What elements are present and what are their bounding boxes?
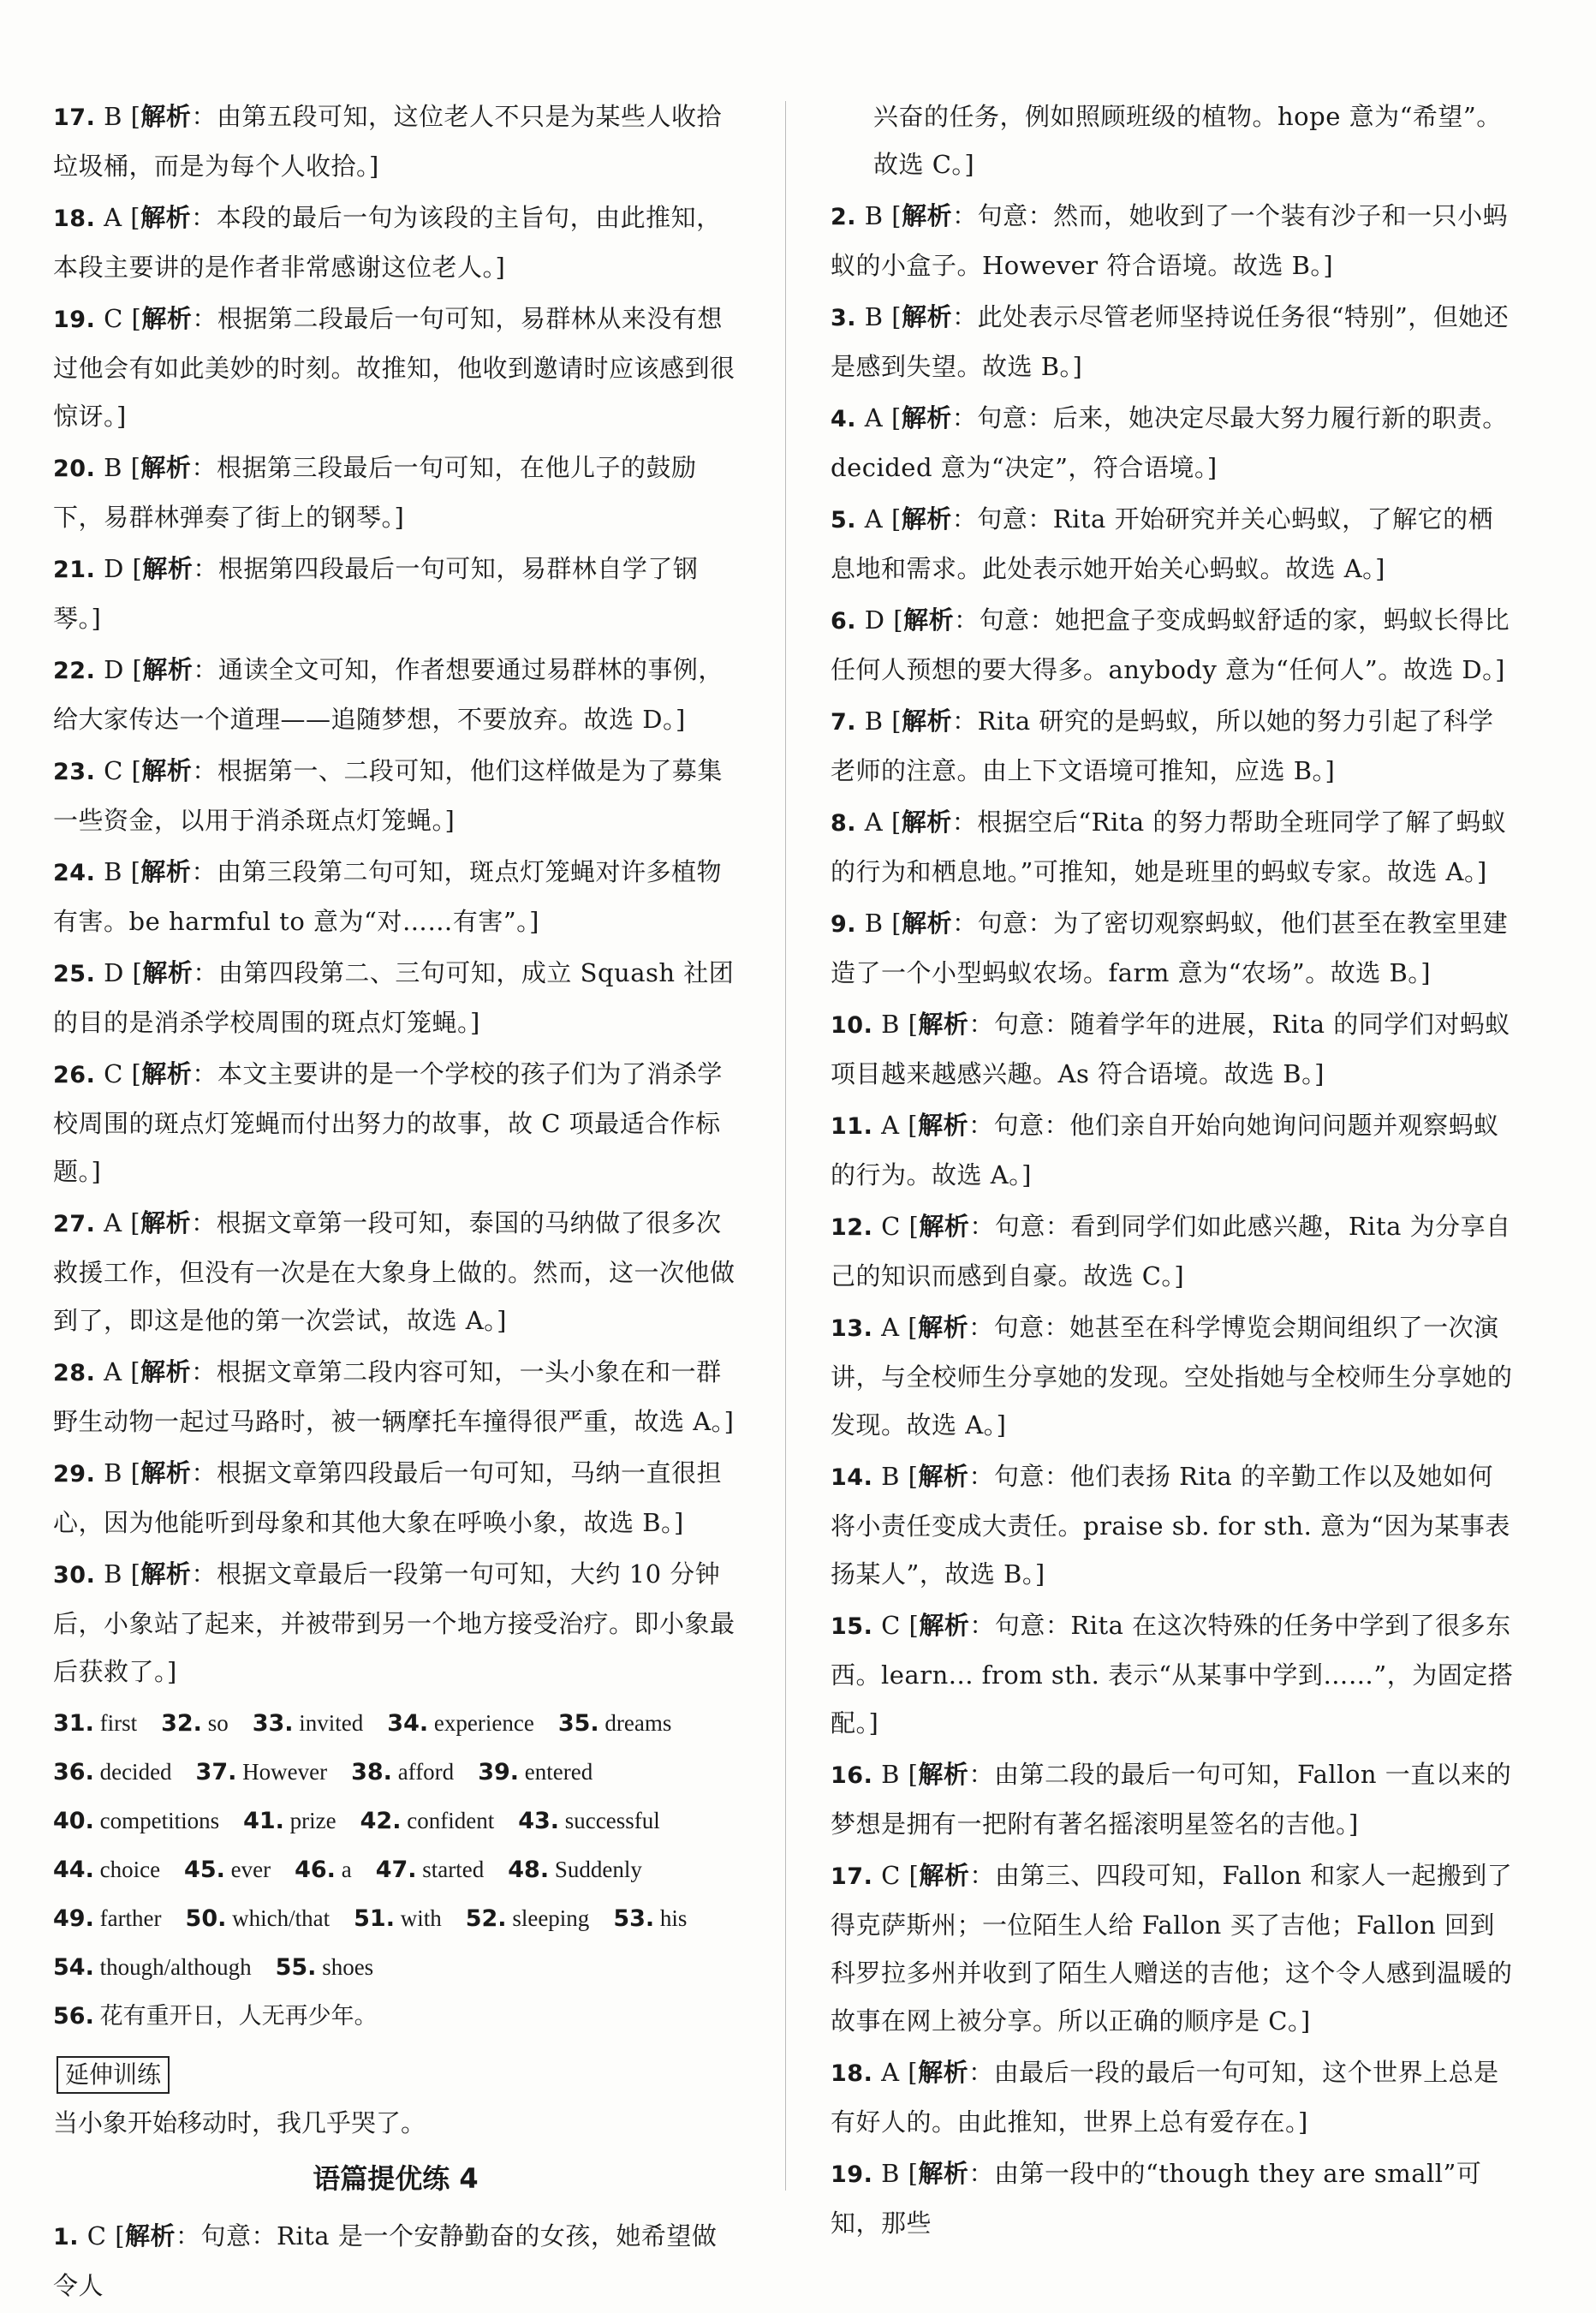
item-answer: C xyxy=(104,756,123,785)
fill-entry xyxy=(53,1943,252,1992)
fill-entry xyxy=(295,1845,352,1894)
item-answer: B xyxy=(104,102,122,131)
fill-entry xyxy=(478,1748,593,1797)
section-title: 语篇提优练 4 xyxy=(313,2162,479,2195)
item-number: 15. xyxy=(831,1613,873,1640)
answer-item: 2. B [解析：句意：然而，她收到了一个装有沙子和一只小蚂蚁的小盒子。However 符合语境。故选 B。] xyxy=(831,201,1509,280)
item-number: 17. xyxy=(831,1863,873,1890)
fill-number: 56. xyxy=(53,2003,94,2030)
fill-word: experience xyxy=(433,1710,534,1736)
fill-number: 38. xyxy=(351,1759,392,1785)
fill-row xyxy=(53,1845,738,1894)
item-number: 19. xyxy=(53,307,96,333)
item-explanation: 根据文章第二段内容可知，一头小象在和一群野生动物一起过马路时，被一辆摩托车撞得很严重，故选 A。] xyxy=(53,1357,735,1436)
item-explanation: 由第四段第二、三句可知，成立 Squash 社团的目的是消杀学校周围的斑点灯笼蝇。] xyxy=(53,958,735,1037)
answer-item: 21. D [解析：根据第四段最后一句可知，易群林自学了钢琴。] xyxy=(53,554,699,633)
answer-item: 18. A [解析：本段的最后一句为该段的主旨句，由此推知，本段主要讲的是作者非常感谢这位老人。] xyxy=(53,203,722,282)
analysis-label: 解析 xyxy=(919,1212,970,1241)
item-explanation: 句意：他们表扬 Rita 的辛勤工作以及她如何将小责任变成大责任。praise sb. for sth. 意为“因为某事表扬某人”，故选 B。] xyxy=(831,1462,1510,1589)
analysis-bracket: [ xyxy=(130,102,141,131)
item-explanation: 句意：Rita 在这次特殊的任务中学到了很多东西。learn... from sth. 表示“从某事中学到……”，为固定搭配。] xyxy=(831,1611,1514,1738)
analysis-label: 解析 xyxy=(140,453,192,482)
fill-word: which/that xyxy=(232,1905,331,1931)
analysis-label: 解析 xyxy=(142,655,194,684)
fill-entry xyxy=(387,1699,534,1748)
item-answer: D xyxy=(104,554,124,583)
item-number: 19. xyxy=(831,2161,873,2188)
item-number: 1. xyxy=(53,2224,80,2250)
item-number: 7. xyxy=(831,709,857,736)
item-answer: B xyxy=(104,1458,122,1487)
item-number: 3. xyxy=(831,305,857,331)
item-answer: B xyxy=(104,453,122,482)
extension-text: 当小象开始移动时，我几乎哭了。 xyxy=(53,2108,426,2137)
item-explanation: 通读全文可知，作者想要通过易群林的事例，给大家传达一个道理——追随梦想，不要放弃。故选 D。] xyxy=(53,655,724,734)
answer-item: 22. D [解析：通读全文可知，作者想要通过易群林的事例，给大家传达一个道理——追随梦想，不要放弃。故选 D。] xyxy=(53,655,724,734)
fill-word: farther xyxy=(99,1905,162,1931)
item-answer: B xyxy=(104,1559,122,1589)
item-answer: B xyxy=(864,302,884,331)
item-explanation: 句意：他们亲自开始向她询问问题并观察蚂蚁的行为。故选 A。] xyxy=(831,1111,1499,1189)
item-answer: A xyxy=(881,2058,900,2087)
fill-word: ever xyxy=(230,1857,271,1882)
item-number: 12. xyxy=(831,1214,873,1241)
item-explanation: 由第一段中的“though they are small”可知，那些 xyxy=(831,2159,1482,2238)
item-explanation: 此处表示尽管老师坚持说任务很“特别”，但她还是感到失望。故选 B。] xyxy=(831,302,1510,381)
answer-item: 23. C [解析：根据第一、二段可知，他们这样做是为了募集一些资金，以用于消杀斑点灯笼蝇。] xyxy=(53,756,723,835)
analysis-label: 解析 xyxy=(902,909,953,938)
fill-row xyxy=(53,1992,738,2041)
item-number: 5. xyxy=(831,507,857,534)
analysis-label: 解析 xyxy=(142,554,194,583)
fill-word: competitions xyxy=(99,1808,220,1833)
fill-number: 45. xyxy=(184,1857,225,1883)
item-explanation: 本文主要讲的是一个学校的孩子们为了消杀学校周围的斑点灯笼蝇而付出努力的故事，故 C 项最适合作标题。] xyxy=(53,1059,723,1186)
analysis-label: 解析 xyxy=(918,2058,969,2087)
item-explanation: 句意：后来，她决定尽最大努力履行新的职责。decided 意为“决定”，符合语境。] xyxy=(831,403,1508,482)
item-answer: A xyxy=(864,808,884,837)
item-explanation: 由第三段第二句可知，斑点灯笼蝇对许多植物有害。be harmful to 意为“对……有害”。] xyxy=(53,857,722,936)
item-number: 4. xyxy=(831,406,857,432)
item-answer: D xyxy=(104,655,124,684)
item-number: 23. xyxy=(53,759,96,785)
answer-item: 25. D [解析：由第四段第二、三句可知，成立 Squash 社团的目的是消杀学校周围的斑点灯笼蝇。] xyxy=(53,958,735,1037)
analysis-bracket: [ xyxy=(893,605,904,635)
item-explanation: Rita 研究的是蚂蚁，所以她的努力引起了科学老师的注意。由上下文语境可推知，应选 B。] xyxy=(831,706,1494,785)
analysis-bracket: [ xyxy=(908,2058,919,2087)
answer-item: 10. B [解析：句意：随着学年的进展，Rita 的同学们对蚂蚁项目越来越感兴趣。As 符合语境。故选 B。] xyxy=(831,1010,1510,1088)
analysis-bracket: [ xyxy=(908,1010,919,1039)
analysis-label: 解析 xyxy=(142,958,194,987)
fill-number: 50. xyxy=(185,1905,227,1932)
fill-word: though/although xyxy=(99,1954,252,1980)
answer-item: 17. C [解析：由第三、四段可知，Fallon 和家人一起搬到了得克萨斯州；一位陌生人给 Fallon 买了吉他；Fallon 回到科罗拉多州并收到了陌生人赠送的吉他；这个令人感到温暖的故事在网上被分享。所以正确的顺序是 C。] xyxy=(831,1861,1513,2036)
fill-number: 41. xyxy=(243,1808,284,1834)
fill-entry xyxy=(196,1748,328,1797)
fill-entry xyxy=(613,1894,687,1943)
fill-entry xyxy=(276,1943,374,1992)
analysis-bracket: [ xyxy=(891,706,902,736)
analysis-label: 解析 xyxy=(901,403,952,432)
fill-number: 34. xyxy=(387,1710,429,1737)
analysis-label: 解析 xyxy=(140,857,192,886)
answer-item: 29. B [解析：根据文章第四段最后一句可知，马纳一直很担心，因为他能听到母象和其他大象在呼唤小象，故选 B。] xyxy=(53,1458,722,1537)
fill-entry xyxy=(351,1748,454,1797)
analysis-bracket: [ xyxy=(891,909,902,938)
analysis-label: 解析 xyxy=(902,302,953,331)
item-explanation: 根据第二段最后一句可知，易群林从来没有想过他会有如此美妙的时刻。故推知，他收到邀请时应该感到很惊讶。] xyxy=(53,304,735,431)
analysis-label: 解析 xyxy=(140,1559,192,1589)
analysis-label: 解析 xyxy=(140,102,192,131)
fill-number: 43. xyxy=(518,1808,560,1834)
analysis-bracket: [ xyxy=(130,1208,141,1237)
item-answer: C xyxy=(881,1861,901,1890)
analysis-bracket: [ xyxy=(131,1059,142,1088)
item-number: 8. xyxy=(831,810,857,837)
fill-number: 42. xyxy=(360,1808,402,1834)
answer-item: 15. C [解析：句意：Rita 在这次特殊的任务中学到了很多东西。learn... from sth. 表示“从某事中学到……”，为固定搭配。] xyxy=(831,1611,1514,1738)
right-column xyxy=(831,92,1516,2250)
fill-entry xyxy=(376,1845,485,1894)
fill-word: invited xyxy=(299,1710,364,1736)
analysis-label: 解析 xyxy=(918,1462,969,1491)
fill-entry xyxy=(253,1699,364,1748)
fill-word: sleeping xyxy=(512,1905,590,1931)
fill-number: 48. xyxy=(508,1857,550,1883)
fill-entry xyxy=(53,1748,172,1797)
item-answer: C xyxy=(104,304,123,333)
fill-word: first xyxy=(99,1710,138,1736)
analysis-label: 解析 xyxy=(902,201,953,230)
fill-number: 53. xyxy=(613,1905,655,1932)
item-explanation: 根据第一、二段可知，他们这样做是为了募集一些资金，以用于消杀斑点灯笼蝇。] xyxy=(53,756,723,835)
item-explanation: 句意：看到同学们如此感兴趣，Rita 为分享自己的知识而感到自豪。故选 C。] xyxy=(831,1212,1511,1291)
analysis-label: 解析 xyxy=(918,1111,969,1140)
item-answer: B xyxy=(881,1760,900,1789)
fill-word: started xyxy=(422,1857,485,1882)
analysis-bracket: [ xyxy=(890,808,902,837)
answer-item: 12. C [解析：句意：看到同学们如此感兴趣，Rita 为分享自己的知识而感到自豪。故选 C。] xyxy=(831,1212,1511,1291)
fill-entry xyxy=(186,1894,331,1943)
item-explanation: 本段的最后一句为该段的主旨句，由此推知，本段主要讲的是作者非常感谢这位老人。] xyxy=(53,203,722,282)
analysis-bracket: [ xyxy=(131,756,142,785)
item-explanation: 句意：Rita 开始研究并关心蚂蚁，了解它的栖息地和需求。此处表示她开始关心蚂蚁。故选 A。] xyxy=(831,504,1494,583)
answer-item: 5. A [解析：句意：Rita 开始研究并关心蚂蚁，了解它的栖息地和需求。此处表示她开始关心蚂蚁。故选 A。] xyxy=(831,504,1494,583)
item-answer: B xyxy=(104,857,122,886)
answer-item: 19. C [解析：根据第二段最后一句可知，易群林从来没有想过他会有如此美妙的时刻。故推知，他收到邀请时应该感到很惊讶。] xyxy=(53,304,735,431)
analysis-bracket: [ xyxy=(130,453,141,482)
fill-word: decided xyxy=(99,1759,172,1785)
analysis-bracket: [ xyxy=(890,403,902,432)
analysis-bracket: [ xyxy=(132,655,143,684)
item-number: 11. xyxy=(831,1113,873,1140)
analysis-bracket: [ xyxy=(908,2159,919,2188)
analysis-bracket: [ xyxy=(908,1861,920,1890)
item-answer: A xyxy=(864,403,884,432)
item-explanation: 句意：为了密切观察蚂蚁，他们甚至在教室里建造了一个小型蚂蚁农场。farm 意为“农场”。故选 B。] xyxy=(831,909,1509,987)
item-number: 17. xyxy=(53,104,96,131)
analysis-bracket: [ xyxy=(130,1559,141,1589)
fill-word: his xyxy=(659,1905,688,1931)
analysis-label: 解析 xyxy=(140,1208,192,1237)
item-explanation: 由第五段可知，这位老人不只是为某些人收拾垃圾桶，而是为每个人收拾。] xyxy=(53,102,722,181)
item-explanation: 句意：Rita 是一个安静勤奋的女孩，她希望做令人 xyxy=(53,2221,718,2300)
item-answer: B xyxy=(864,201,884,230)
item-explanation: 由第二段的最后一句可知，Fallon 一直以来的梦想是拥有一把附有著名摇滚明星签名的吉他。] xyxy=(831,1760,1512,1839)
answer-item: 16. B [解析：由第二段的最后一句可知，Fallon 一直以来的梦想是拥有一把附有著名摇滚明星签名的吉他。] xyxy=(831,1760,1512,1839)
fill-entry xyxy=(53,1845,160,1894)
item-number: 9. xyxy=(831,911,857,938)
analysis-label: 解析 xyxy=(918,1313,969,1342)
item-answer: B xyxy=(881,2159,900,2188)
analysis-bracket: [ xyxy=(130,203,141,232)
item-answer: D xyxy=(104,958,124,987)
item-answer: C xyxy=(881,1611,901,1640)
fill-entry xyxy=(161,1699,229,1748)
answer-item: 19. B [解析：由第一段中的“though they are small”可知，那些 xyxy=(831,2159,1482,2238)
fill-entry xyxy=(53,1894,162,1943)
analysis-bracket: [ xyxy=(908,1212,920,1241)
fill-word: a xyxy=(341,1857,352,1882)
item-number: 18. xyxy=(53,206,96,232)
analysis-label: 解析 xyxy=(901,504,952,534)
analysis-bracket: [ xyxy=(115,2221,126,2250)
extension-label: 延伸训练 xyxy=(57,2056,170,2094)
fill-word: shoes xyxy=(322,1954,374,1980)
item-answer: B xyxy=(864,909,884,938)
analysis-bracket: [ xyxy=(891,302,902,331)
item-answer: A xyxy=(864,504,884,534)
fill-word: so xyxy=(207,1710,229,1736)
item-explanation: 根据第四段最后一句可知，易群林自学了钢琴。] xyxy=(53,554,699,633)
analysis-label: 解析 xyxy=(901,808,952,837)
analysis-bracket: [ xyxy=(132,958,143,987)
analysis-label: 解析 xyxy=(141,304,193,333)
analysis-bracket: [ xyxy=(908,1611,920,1640)
item-explanation: 由第三、四段可知，Fallon 和家人一起搬到了得克萨斯州；一位陌生人给 Fallon 买了吉他；Fallon 回到科罗拉多州并收到了陌生人赠送的吉他；这个令人感到温暖的故事在网上被分享。所以正确的顺序是 C。] xyxy=(831,1861,1513,2036)
fill-number: 32. xyxy=(161,1710,202,1737)
item-answer: A xyxy=(104,1357,122,1386)
fill-entry xyxy=(354,1894,442,1943)
item-explanation: 根据文章最后一段第一句可知，大约 10 分钟后，小象站了起来，并被带到另一个地方接受治疗。即小象最后获救了。] xyxy=(53,1559,735,1686)
analysis-label: 解析 xyxy=(919,1861,970,1890)
answer-item: 14. B [解析：句意：他们表扬 Rita 的辛勤工作以及她如何将小责任变成大责任。praise sb. for sth. 意为“因为某事表扬某人”，故选 B。] xyxy=(831,1462,1510,1589)
analysis-bracket: [ xyxy=(130,1458,141,1487)
analysis-label: 解析 xyxy=(140,1458,192,1487)
item-number: 6. xyxy=(831,608,857,635)
answer-item: 30. B [解析：根据文章最后一段第一句可知，大约 10 分钟后，小象站了起来，并被带到另一个地方接受治疗。即小象最后获救了。] xyxy=(53,1559,735,1686)
fill-row xyxy=(53,1797,738,1845)
item-answer: A xyxy=(881,1313,900,1342)
analysis-bracket: [ xyxy=(891,201,902,230)
item-number: 21. xyxy=(53,557,96,583)
fill-word: However xyxy=(242,1759,328,1785)
answer-item: 8. A [解析：根据空后“Rita 的努力帮助全班同学了解了蚂蚁的行为和栖息地。”可推知，她是班里的蚂蚁专家。故选 A。] xyxy=(831,808,1507,886)
item-number: 22. xyxy=(53,658,96,684)
fill-number: 52. xyxy=(465,1905,507,1932)
analysis-bracket: [ xyxy=(132,554,143,583)
fill-entry xyxy=(466,1894,590,1943)
fill-word: successful xyxy=(564,1808,660,1833)
fill-word: dreams xyxy=(604,1710,672,1736)
fill-entry xyxy=(508,1845,642,1894)
item-explanation: 根据文章第一段可知，泰国的马纳做了很多次救援工作，但没有一次是在大象身上做的。然而，这一次他做到了，即这是他的第一次尝试，故选 A。] xyxy=(53,1208,735,1335)
analysis-bracket: [ xyxy=(908,1313,919,1342)
item-number: 28. xyxy=(53,1360,96,1386)
item-number: 14. xyxy=(831,1464,873,1491)
analysis-label: 解析 xyxy=(918,2159,969,2188)
item-answer: D xyxy=(864,605,885,635)
fill-number: 40. xyxy=(53,1808,94,1834)
fill-number: 49. xyxy=(53,1905,94,1932)
item-explanation: 句意：她甚至在科学博览会期间组织了一次演讲，与全校师生分享她的发现。空处指她与全校师生分享她的发现。故选 A。] xyxy=(831,1313,1513,1440)
answer-item: 27. A [解析：根据文章第一段可知，泰国的马纳做了很多次救援工作，但没有一次是在大象身上做的。然而，这一次他做到了，即这是他的第一次尝试，故选 A。] xyxy=(53,1208,735,1335)
item-explanation: 句意：然而，她收到了一个装有沙子和一只小蚂蚁的小盒子。However 符合语境。故选 B。] xyxy=(831,201,1509,280)
item-number: 27. xyxy=(53,1211,96,1237)
answer-item: 28. A [解析：根据文章第二段内容可知，一头小象在和一群野生动物一起过马路时，被一辆摩托车撞得很严重，故选 A。] xyxy=(53,1357,735,1436)
item-explanation: 句意：随着学年的进展，Rita 的同学们对蚂蚁项目越来越感兴趣。As 符合语境。故选 B。] xyxy=(831,1010,1510,1088)
item-number: 16. xyxy=(831,1762,873,1789)
item-number: 18. xyxy=(831,2060,873,2087)
item-number: 26. xyxy=(53,1062,96,1088)
item-number: 25. xyxy=(53,961,96,987)
analysis-label: 解析 xyxy=(903,605,955,635)
fill-entry xyxy=(558,1699,672,1748)
fill-number: 39. xyxy=(478,1759,520,1785)
answer-item: 6. D [解析：句意：她把盒子变成蚂蚁舒适的家，蚂蚁长得比任何人预想的要大得多。anybody 意为“任何人”。故选 D。] xyxy=(831,605,1510,684)
fill-entry xyxy=(518,1797,660,1845)
analysis-label: 解析 xyxy=(140,203,192,232)
fill-row xyxy=(53,1943,738,1992)
answer-item: 18. A [解析：由最后一段的最后一句可知，这个世界上总是有好人的。由此推知，世界上总有爱存在。] xyxy=(831,2058,1499,2137)
item-answer: A xyxy=(881,1111,900,1140)
analysis-label: 解析 xyxy=(902,706,953,736)
fill-number: 55. xyxy=(275,1954,317,1981)
fill-number: 47. xyxy=(375,1857,417,1883)
fill-row xyxy=(53,1748,738,1797)
item-answer: C xyxy=(881,1212,901,1241)
fill-number: 37. xyxy=(195,1759,237,1785)
answer-item: 24. B [解析：由第三段第二句可知，斑点灯笼蝇对许多植物有害。be harmful to 意为“对……有害”。] xyxy=(53,857,722,936)
fill-word: prize xyxy=(289,1808,336,1833)
analysis-label: 解析 xyxy=(919,1611,970,1640)
fill-entry xyxy=(243,1797,336,1845)
item-number: 29. xyxy=(53,1461,96,1487)
item-explanation: 根据空后“Rita 的努力帮助全班同学了解了蚂蚁的行为和栖息地。”可推知，她是班里的蚂蚁专家。故选 A。] xyxy=(831,808,1507,886)
analysis-label: 解析 xyxy=(125,2221,176,2250)
analysis-bracket: [ xyxy=(890,504,902,534)
fill-number: 51. xyxy=(354,1905,395,1932)
answer-item: 9. B [解析：句意：为了密切观察蚂蚁，他们甚至在教室里建造了一个小型蚂蚁农场。farm 意为“农场”。故选 B。] xyxy=(831,909,1509,987)
fill-row xyxy=(53,1894,738,1943)
fill-number: 44. xyxy=(53,1857,94,1883)
fill-entry xyxy=(184,1845,271,1894)
analysis-label: 解析 xyxy=(141,756,193,785)
analysis-bracket: [ xyxy=(908,1760,919,1789)
analysis-label: 解析 xyxy=(918,1760,969,1789)
item-answer: B xyxy=(864,706,884,736)
item-number: 13. xyxy=(831,1315,873,1342)
column-divider xyxy=(785,101,786,2191)
answer-item: 17. B [解析：由第五段可知，这位老人不只是为某些人收拾垃圾桶，而是为每个人收拾。] xyxy=(53,102,722,181)
item-number: 24. xyxy=(53,860,96,886)
fill-entry xyxy=(360,1797,495,1845)
analysis-bracket: [ xyxy=(130,1357,141,1386)
item-number: 30. xyxy=(53,1562,96,1589)
analysis-bracket: [ xyxy=(131,304,142,333)
answer-item: 11. A [解析：句意：他们亲自开始向她询问问题并观察蚂蚁的行为。故选 A。] xyxy=(831,1111,1499,1189)
fill-word: choice xyxy=(99,1857,161,1882)
item-number: 20. xyxy=(53,456,96,482)
item-explanation: 由最后一段的最后一句可知，这个世界上总是有好人的。由此推知，世界上总有爱存在。] xyxy=(831,2058,1499,2137)
answer-item: 20. B [解析：根据第三段最后一句可知，在他儿子的鼓励下，易群林弹奏了街上的钢琴。] xyxy=(53,453,697,532)
fill-entry xyxy=(53,1699,137,1748)
item-explanation: 根据第三段最后一句可知，在他儿子的鼓励下，易群林弹奏了街上的钢琴。] xyxy=(53,453,697,532)
answer-item: 1. C [解析：句意：Rita 是一个安静勤奋的女孩，她希望做令人 xyxy=(53,2221,718,2300)
fill-word: 花有重开日，人无再少年。 xyxy=(99,2003,378,2029)
item-explanation: 句意：她把盒子变成蚂蚁舒适的家，蚂蚁长得比任何人预想的要大得多。anybody 意为“任何人”。故选 D。] xyxy=(831,605,1510,684)
answer-item: 13. A [解析：句意：她甚至在科学博览会期间组织了一次演讲，与全校师生分享她的发现。空处指她与全校师生分享她的发现。故选 A。] xyxy=(831,1313,1513,1440)
continuation-text: 兴奋的任务，例如照顾班级的植物。hope 意为“希望”。故选 C。] xyxy=(873,102,1502,179)
analysis-bracket: [ xyxy=(908,1462,919,1491)
analysis-label: 解析 xyxy=(141,1059,193,1088)
answer-item: 7. B [解析：Rita 研究的是蚂蚁，所以她的努力引起了科学老师的注意。由上下文语境可推知，应选 B。] xyxy=(831,706,1494,785)
fill-number: 33. xyxy=(252,1710,294,1737)
fill-word: afford xyxy=(397,1759,455,1785)
analysis-label: 解析 xyxy=(140,1357,192,1386)
item-answer: C xyxy=(104,1059,123,1088)
answer-item: 3. B [解析：此处表示尽管老师坚持说任务很“特别”，但她还是感到失望。故选 B。] xyxy=(831,302,1510,381)
fill-word: Suddenly xyxy=(554,1857,642,1882)
item-answer: C xyxy=(86,2221,107,2250)
fill-number: 46. xyxy=(295,1857,336,1883)
fill-entry xyxy=(53,1797,219,1845)
analysis-bracket: [ xyxy=(908,1111,919,1140)
left-column xyxy=(53,92,738,2313)
fill-number: 54. xyxy=(53,1954,94,1981)
item-number: 10. xyxy=(831,1012,873,1039)
item-number: 2. xyxy=(831,204,857,230)
analysis-bracket: [ xyxy=(130,857,141,886)
answer-item: 4. A [解析：句意：后来，她决定尽最大努力履行新的职责。decided 意为“决定”，符合语境。] xyxy=(831,403,1508,482)
fill-number: 36. xyxy=(53,1759,94,1785)
answer-item: 26. C [解析：本文主要讲的是一个学校的孩子们为了消杀学校周围的斑点灯笼蝇而付出努力的故事，故 C 项最适合作标题。] xyxy=(53,1059,723,1186)
item-answer: A xyxy=(104,203,122,232)
fill-word: with xyxy=(400,1905,442,1931)
fill-word: entered xyxy=(524,1759,593,1785)
item-answer: B xyxy=(881,1010,900,1039)
fill-number: 35. xyxy=(557,1710,599,1737)
item-answer: A xyxy=(104,1208,122,1237)
item-answer: B xyxy=(881,1462,900,1491)
fill-word: confident xyxy=(407,1808,495,1833)
item-explanation: 根据文章第四段最后一句可知，马纳一直很担心，因为他能听到母象和其他大象在呼唤小象，故选 B。] xyxy=(53,1458,722,1537)
fill-row xyxy=(53,1699,738,1748)
fill-entry xyxy=(53,1992,378,2041)
analysis-label: 解析 xyxy=(918,1010,969,1039)
fill-number: 31. xyxy=(53,1710,94,1737)
